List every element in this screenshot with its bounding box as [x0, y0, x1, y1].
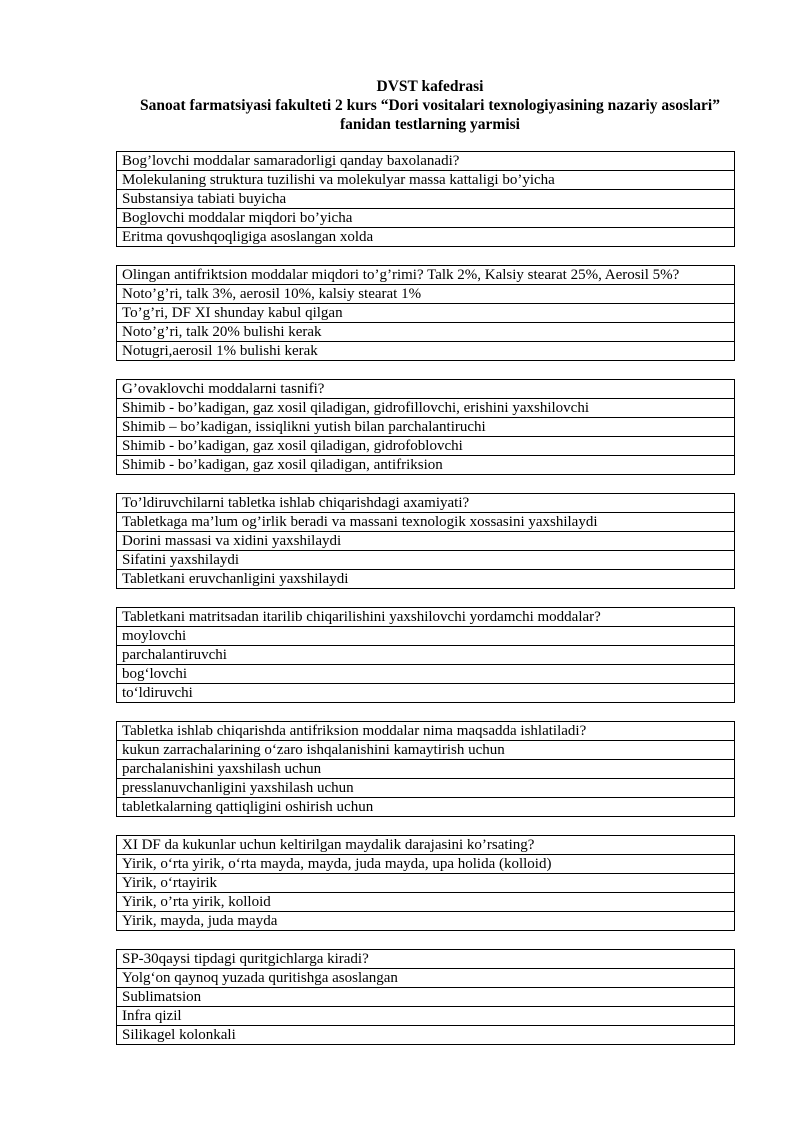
answer-row [117, 513, 735, 532]
answer-row [117, 988, 735, 1007]
answer-row [117, 551, 735, 570]
question-table [116, 607, 735, 703]
question-text: Olingan antifriktsion moddalar miqdori to’g’rimi? Talk 2%, Kalsiy stearat 25%, Aerosil 5%? [117, 266, 735, 285]
answer-row [117, 1007, 735, 1026]
question-row [117, 380, 735, 399]
answer-row [117, 855, 735, 874]
answer-row [117, 532, 735, 551]
question-text: Tabletka ishlab chiqarishda antifriksion moddalar nima maqsadda ishlatiladi? [117, 722, 735, 741]
answer-option: Sublimatsion [117, 988, 735, 1007]
question-table [116, 151, 735, 247]
answer-row [117, 437, 735, 456]
question-table [116, 265, 735, 361]
answer-row [117, 684, 735, 703]
question-text: XI DF da kukunlar uchun keltirilgan maydalik darajasini ko’rsating? [117, 836, 735, 855]
answer-row [117, 285, 735, 304]
answer-row [117, 342, 735, 361]
answer-row [117, 741, 735, 760]
answer-option: Noto’g’ri, talk 3%, aerosil 10%, kalsiy stearat 1% [117, 285, 735, 304]
answer-row [117, 1026, 735, 1045]
answer-row [117, 893, 735, 912]
answer-row [117, 171, 735, 190]
question-table [116, 949, 735, 1045]
answer-option: Shimib - bo’kadigan, gaz xosil qiladigan, gidrofoblovchi [117, 437, 735, 456]
question-row [117, 494, 735, 513]
question-row [117, 722, 735, 741]
answer-option: Substansiya tabiati buyicha [117, 190, 735, 209]
answer-row [117, 209, 735, 228]
answer-row [117, 456, 735, 475]
answer-row [117, 912, 735, 931]
answer-option: Shimib – bo’kadigan, issiqlikni yutish bilan parchalantiruchi [117, 418, 735, 437]
answer-row [117, 798, 735, 817]
answer-option: bog‘lovchi [117, 665, 735, 684]
answer-option: Silikagel kolonkali [117, 1026, 735, 1045]
answer-option: Notugri,aerosil 1% bulishi kerak [117, 342, 735, 361]
question-row [117, 836, 735, 855]
answer-row [117, 627, 735, 646]
answer-row [117, 570, 735, 589]
question-text: Tabletkani matritsadan itarilib chiqarilishini yaxshilovchi yordamchi moddalar? [117, 608, 735, 627]
answer-row [117, 418, 735, 437]
answer-option: presslanuvchanligini yaxshilash uchun [117, 779, 735, 798]
answer-option: Tabletkaga ma’lum og’irlik beradi va massani texnologik xossasini yaxshilaydi [117, 513, 735, 532]
answer-option: parchalanishini yaxshilash uchun [117, 760, 735, 779]
answer-row [117, 190, 735, 209]
answer-option: Molekulaning struktura tuzilishi va molekulyar massa kattaligi bo’yicha [117, 171, 735, 190]
answer-option: tabletkalarning qattiqligini oshirish uchun [117, 798, 735, 817]
answer-row [117, 323, 735, 342]
question-table [116, 835, 735, 931]
answer-option: Shimib - bo’kadigan, gaz xosil qiladigan, gidrofillovchi, erishini yaxshilovchi [117, 399, 735, 418]
answer-option: Tabletkani eruvchanligini yaxshilaydi [117, 570, 735, 589]
question-table [116, 721, 735, 817]
answer-option: kukun zarrachalarining o‘zaro ishqalanishini kamaytirish uchun [117, 741, 735, 760]
question-text: SP-30qaysi tipdagi quritgichlarga kiradi? [117, 950, 735, 969]
answer-option: moylovchi [117, 627, 735, 646]
question-row [117, 152, 735, 171]
question-text: G’ovaklovchi moddalarni tasnifi? [117, 380, 735, 399]
answer-option: Dorini massasi va xidini yaxshilaydi [117, 532, 735, 551]
question-list [116, 151, 736, 1063]
answer-option: Sifatini yaxshilaydi [117, 551, 735, 570]
question-text: Bog’lovchi moddalar samaradorligi qanday baxolanadi? [117, 152, 735, 171]
answer-option: Noto’g’ri, talk 20% bulishi kerak [117, 323, 735, 342]
answer-option: Yolg‘on qaynoq yuzada quritishga asoslangan [117, 969, 735, 988]
answer-option: to‘ldiruvchi [117, 684, 735, 703]
answer-option: Yirik, o‘rtayirik [117, 874, 735, 893]
question-row [117, 266, 735, 285]
answer-row [117, 969, 735, 988]
answer-option: Yirik, o’rta yirik, kolloid [117, 893, 735, 912]
document-header [80, 77, 780, 134]
answer-option: Boglovchi moddalar miqdori bo’yicha [117, 209, 735, 228]
answer-option: Eritma qovushqoqligiga asoslangan xolda [117, 228, 735, 247]
answer-row [117, 779, 735, 798]
question-text: To’ldiruvchilarni tabletka ishlab chiqarishdagi axamiyati? [117, 494, 735, 513]
answer-row [117, 228, 735, 247]
answer-option: Infra qizil [117, 1007, 735, 1026]
question-table [116, 379, 735, 475]
subtitle: fanidan testlarning yarmisi [340, 116, 520, 133]
answer-row [117, 665, 735, 684]
answer-row [117, 760, 735, 779]
course-title: Sanoat farmatsiyasi fakulteti 2 kurs “Dori vositalari texnologiyasining nazariy asoslari” [140, 97, 720, 114]
department-title: DVST kafedrasi [376, 78, 484, 95]
answer-row [117, 399, 735, 418]
answer-option: Yirik, mayda, juda mayda [117, 912, 735, 931]
answer-row [117, 646, 735, 665]
answer-row [117, 874, 735, 893]
answer-option: parchalantiruvchi [117, 646, 735, 665]
answer-option: Shimib - bo’kadigan, gaz xosil qiladigan, antifriksion [117, 456, 735, 475]
answer-option: Yirik, o‘rta yirik, o‘rta mayda, mayda, juda mayda, upa holida (kolloid) [117, 855, 735, 874]
question-table [116, 493, 735, 589]
question-row [117, 608, 735, 627]
question-row [117, 950, 735, 969]
answer-row [117, 304, 735, 323]
answer-option: To’g’ri, DF XI shunday kabul qilgan [117, 304, 735, 323]
